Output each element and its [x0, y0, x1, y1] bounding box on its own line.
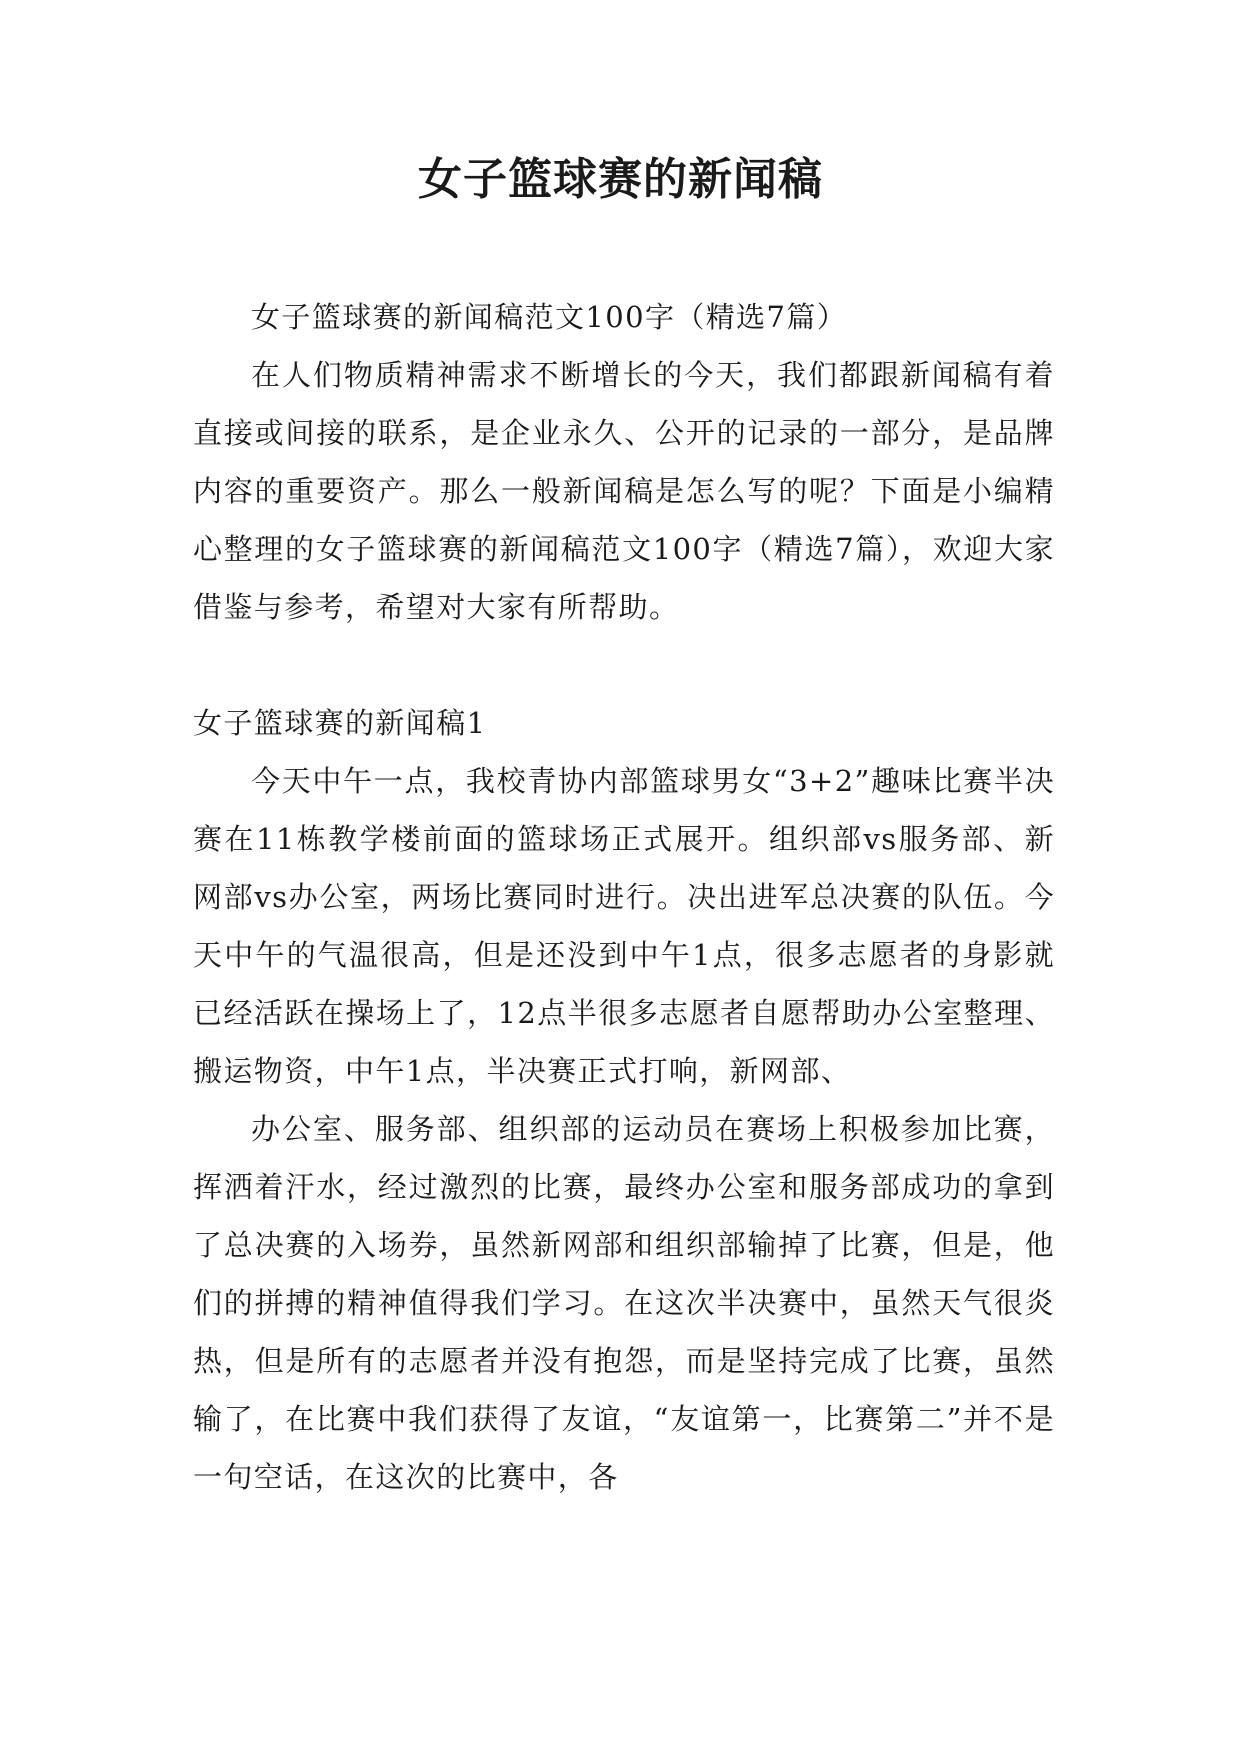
section-paragraph: 今天中午一点，我校青协内部篮球男女“3+2”趣味比赛半决赛在11栋教学楼前面的篮球场正式展开。组织部vs服务部、新网部vs办公室，两场比赛同时进行。决出进军总决赛的队伍。今天中午的气温很高，但是还没到中午1点，很多志愿者的身影就已经活跃在操场上了，12点半很多志愿者自愿帮助办公室整理、搬运物资，中午1点，半决赛正式打响，新网部、: [193, 764, 1055, 1088]
section-paragraph: 办公室、服务部、组织部的运动员在赛场上积极参加比赛，挥洒着汗水，经过激烈的比赛，最终办公室和服务部成功的拿到了总决赛的入场券，虽然新网部和组织部输掉了比赛，但是，他们的拼搏的精神值得我们学习。在这次半决赛中，虽然天气很炎热，但是所有的志愿者并没有抱怨，而是坚持完成了比赛，虽然输了，在比赛中我们获得了友谊，“友谊第一，比赛第二”并不是一句空话，在这次的比赛中，各: [193, 1112, 1055, 1494]
intro-subtitle: 女子篮球赛的新闻稿范文100字（精选7篇）: [251, 300, 848, 334]
section-spacer: [193, 636, 1055, 694]
intro-paragraph: 在人们物质精神需求不断增长的今天，我们都跟新闻稿有着直接或间接的联系，是企业永久、公开的记录的一部分，是品牌内容的重要资产。那么一般新闻稿是怎么写的呢？下面是小编精心整理的女子篮球赛的新闻稿范文100字（精选7篇），欢迎大家借鉴与参考，希望对大家有所帮助。: [193, 358, 1055, 624]
section-heading: 女子篮球赛的新闻稿1: [193, 706, 487, 740]
document-body: [193, 288, 1055, 1506]
document-title: 女子篮球赛的新闻稿: [418, 154, 823, 205]
